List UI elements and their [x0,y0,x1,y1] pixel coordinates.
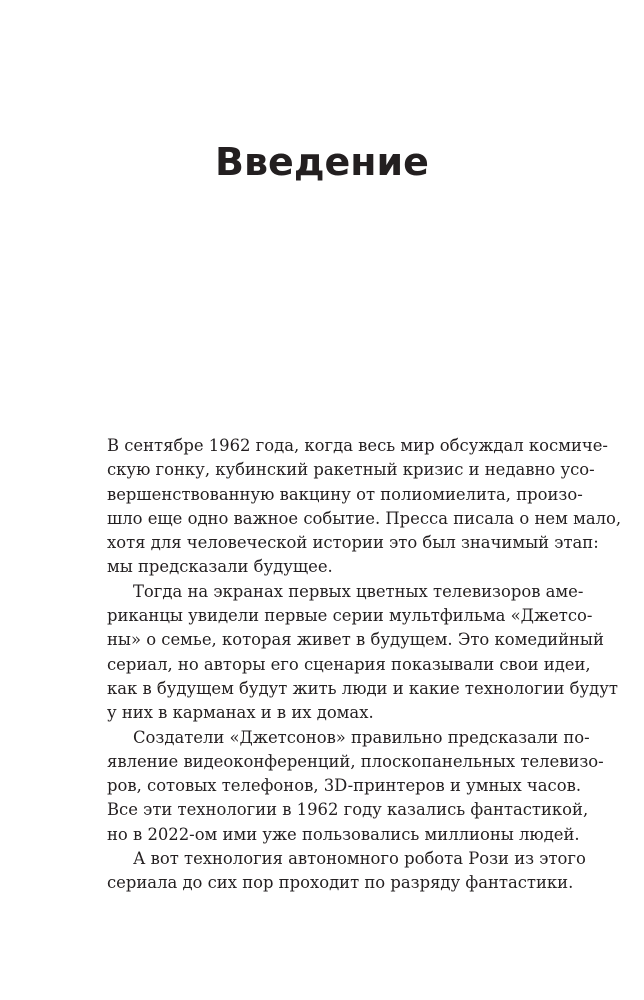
text-line: ны» о семье, которая живет в будущем. Это комедийный [107,630,604,650]
text-line: вершенствованную вакцину от полиомиелита, произо- [107,484,583,504]
text-line: скую гонку, кубинский ракетный кризис и недавно усо- [107,460,595,480]
body-text [107,434,622,896]
text-line: сериала до сих пор проходит по разряду фантастики. [107,873,574,893]
text-line: ров, сотовых телефонов, 3D-принтеров и умных часов. [107,776,582,796]
text-line: риканцы увидели первые серии мультфильма «Джетсо- [107,606,593,626]
text-line: шло еще одно важное событие. Пресса писала о нем мало, [107,508,622,528]
paragraph [107,726,604,847]
text-line: хотя для человеческой истории это был значимый этап: [107,533,599,553]
text-line: В сентябре 1962 года, когда весь мир обсуждал космиче- [107,436,608,455]
text-line: Создатели «Джетсонов» правильно предсказали по- [133,727,590,747]
text-line: А вот технология автономного робота Рози из этого [133,849,586,869]
paragraph [107,580,618,726]
paragraph [107,434,622,580]
text-line: но в 2022-ом ими уже пользовались миллионы людей. [107,824,580,844]
text-line: явление видеоконференций, плоскопанельных телевизо- [107,751,604,771]
text-line: Тогда на экранах первых цветных телевизоров аме- [133,581,584,601]
chapter-title: Введение [215,140,429,184]
text-line: Все эти технологии в 1962 году казались фантастикой, [107,800,589,820]
text-line: у них в карманах и в их домах. [107,703,374,723]
text-line: мы предсказали будущее. [107,557,333,577]
text-line: сериал, но авторы его сценария показывали свои идеи, [107,654,591,674]
paragraph [107,847,586,896]
text-line: как в будущем будут жить люди и какие технологии будут [107,678,618,698]
